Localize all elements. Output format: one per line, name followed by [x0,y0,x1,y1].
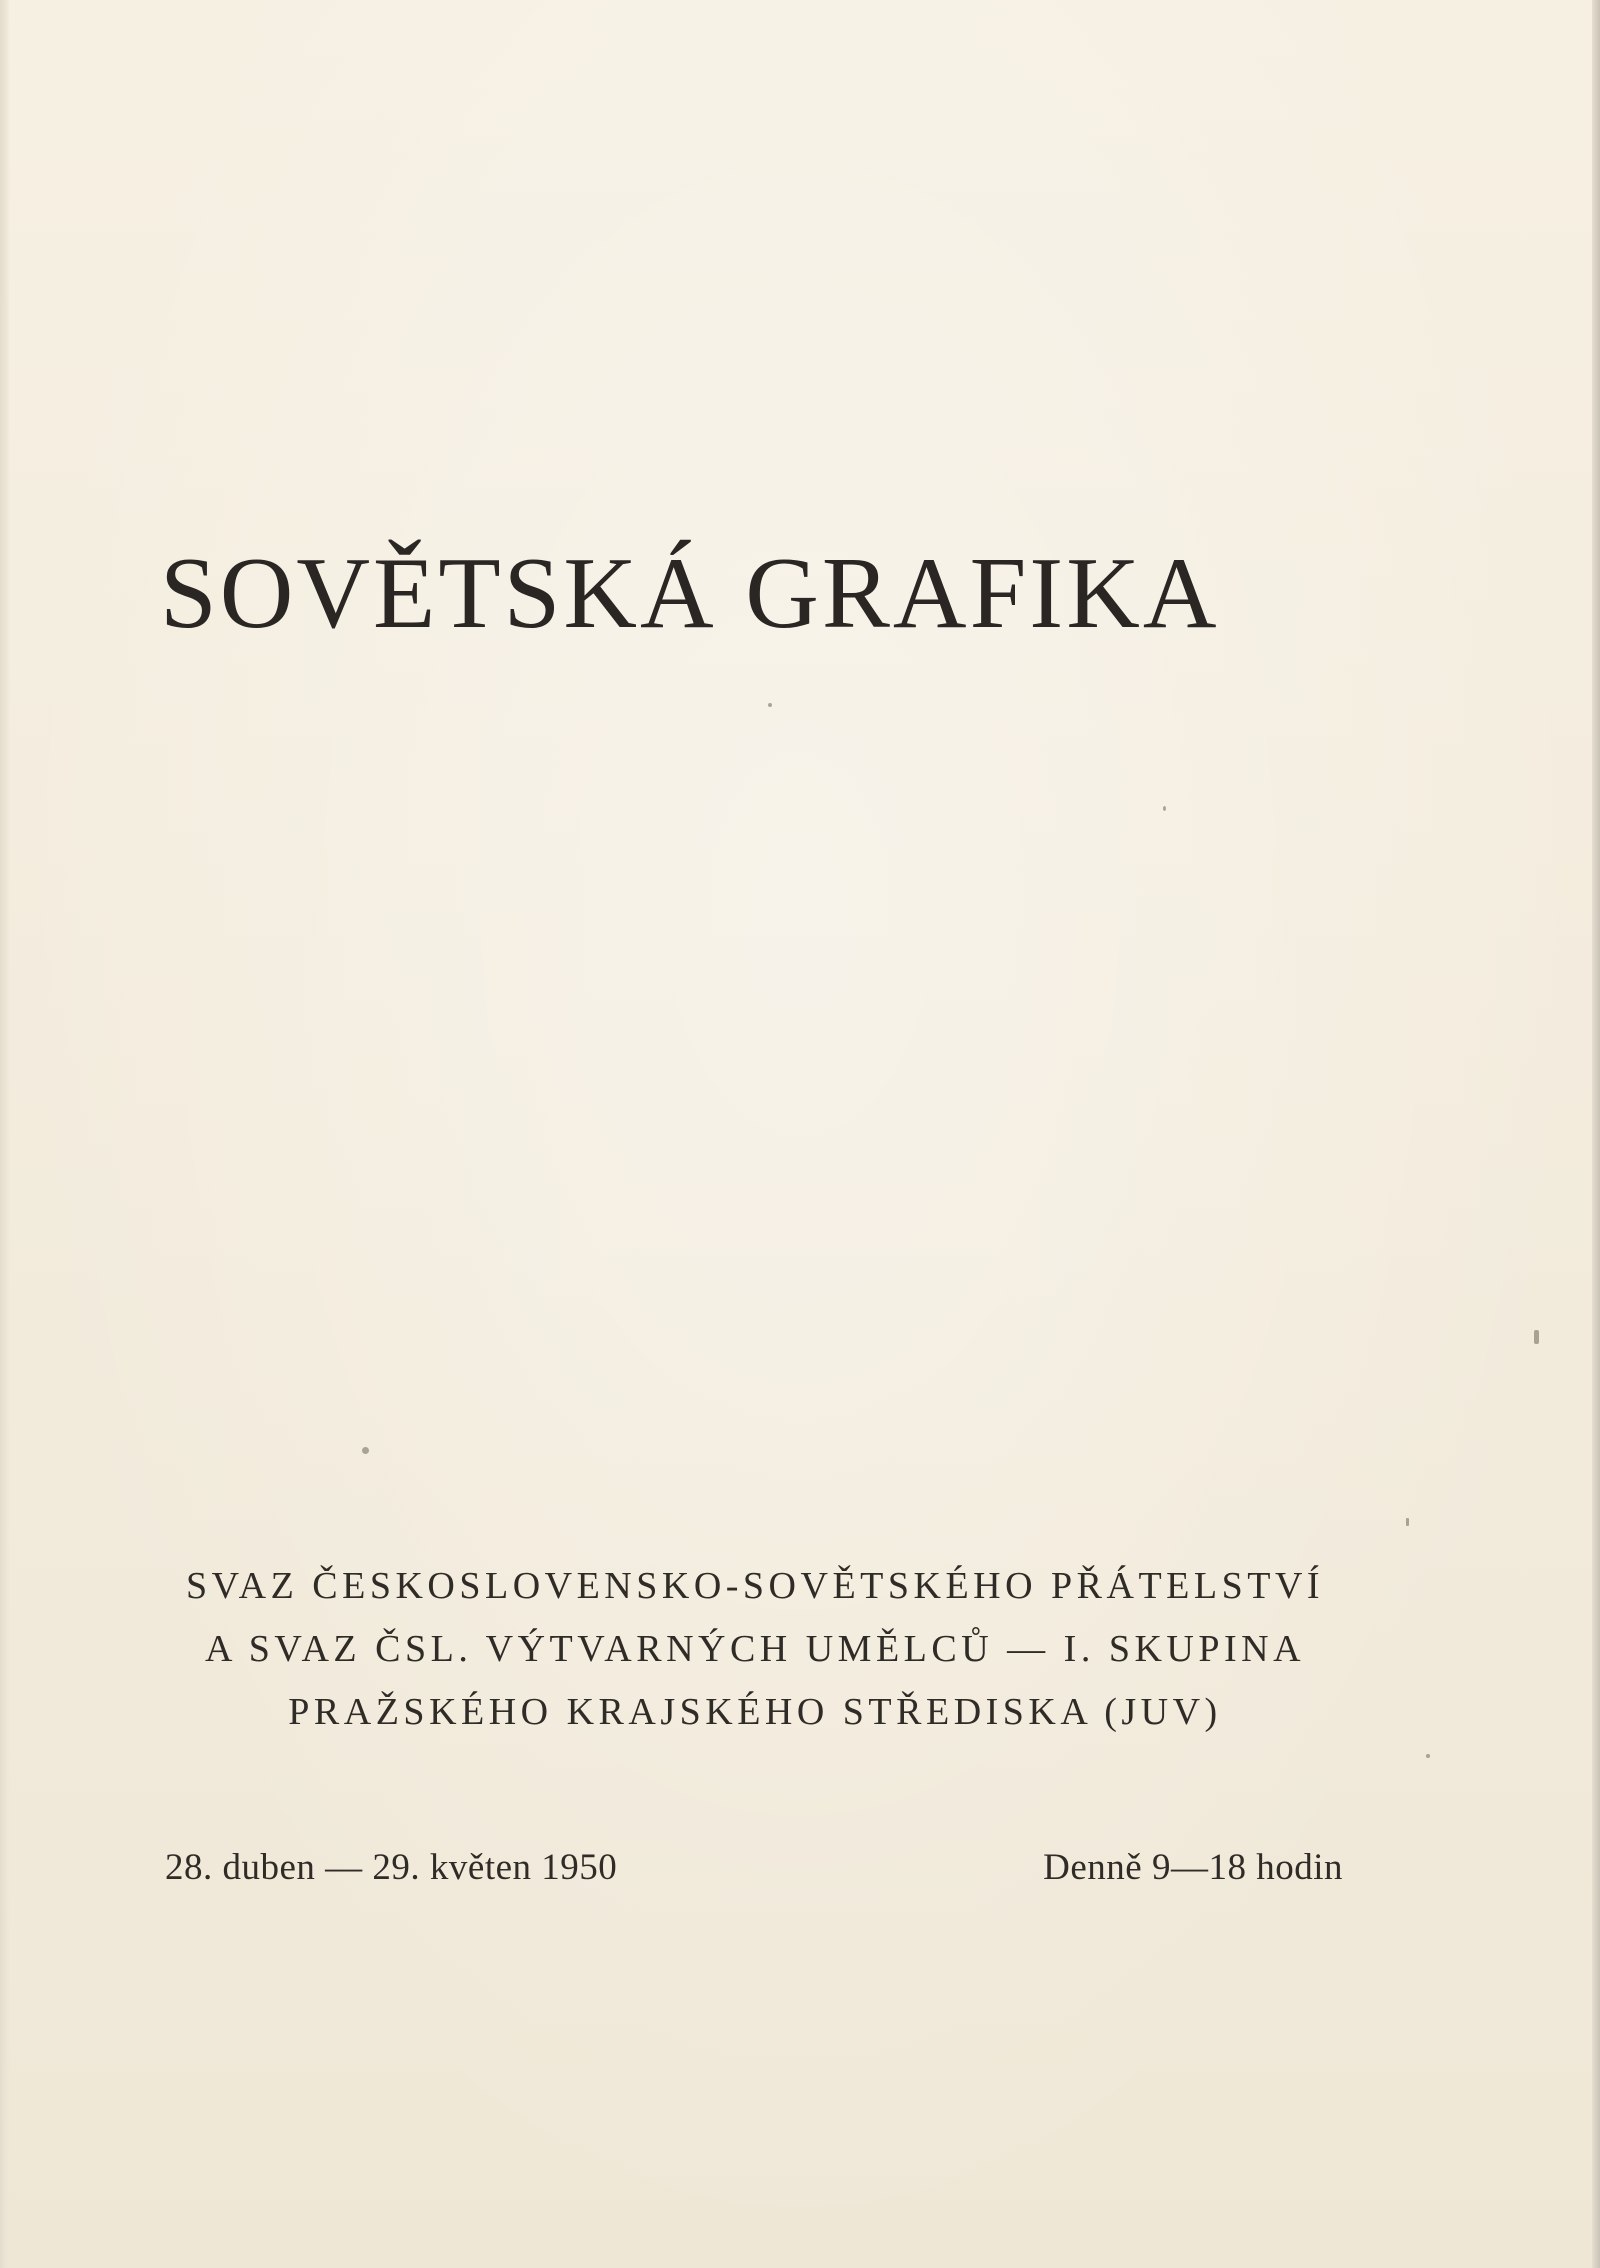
paper-speck [1534,1330,1539,1344]
organizer-line: SVAZ ČESKOSLOVENSKO-SOVĚTSKÉHO PŘÁTELSTVÍ [185,1565,1325,1607]
paper-speck [362,1447,369,1454]
organizer-line: PRAŽSKÉHO KRAJSKÉHO STŘEDISKA (JUV) [288,1691,1222,1733]
organizer-line: A SVAZ ČSL. VÝTVARNÝCH UMĚLCŮ — I. SKUPINA [204,1628,1306,1670]
exhibition-dates: 28. duben — 29. květen 1950 [165,1847,618,1888]
opening-hours: Denně 9—18 hodin [1043,1847,1343,1888]
exhibition-info-row [165,1846,1343,1896]
paper-speck [1163,806,1166,811]
paper-speck [1406,1518,1409,1526]
paper-speck [768,703,772,707]
organizers-block [160,1555,1350,1744]
paper-speck [1426,1754,1430,1758]
page-title: SOVĚTSKÁ GRAFIKA [160,537,1220,650]
page-right-edge [1592,0,1600,2268]
staple-spine-edge [0,0,10,2268]
